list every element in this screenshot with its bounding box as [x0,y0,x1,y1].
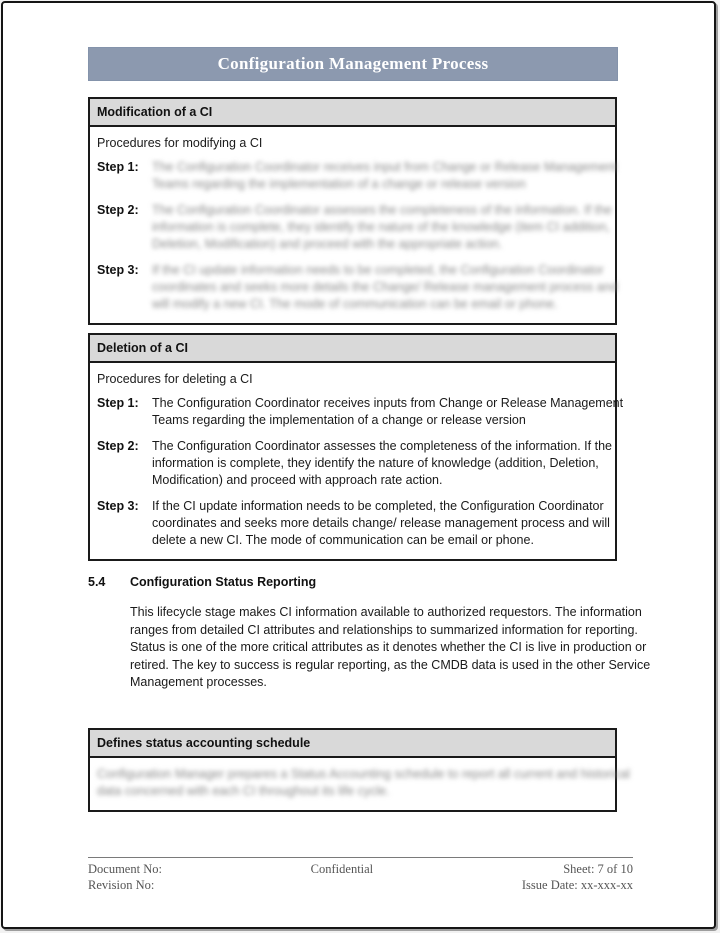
footer-issue-date: Issue Date: xx-xxx-xx [521,878,633,892]
step-label: Step 3: [97,499,139,513]
footer-revision-no: Revision No: [88,878,155,892]
step-text-line: Teams regarding the implementation of a change or release version [152,413,526,427]
footer-sheet-number: Sheet: 7 of 10 [563,862,633,876]
table-deletion-body [90,363,624,559]
paragraph-line: Status is one of the more critical attributes as it denotes whether the CI is live in production or [130,640,647,655]
section-5-4-heading [88,575,618,589]
table-modification-header: Modification of a CI [90,99,615,127]
document-title: Configuration Management Process [217,54,489,73]
step-text-line: The Configuration Coordinator receives inputs from Change or Release Management [152,396,624,410]
paragraph-line: ranges from detailed CI attributes and relationships to summarized information for reporting. [130,622,638,637]
table-deletion-header: Deletion of a CI [90,335,615,363]
step-text-line: coordinates and seeks more details the Change/ Release management process and [152,280,618,294]
table-deletion-of-ci [88,333,624,561]
step-text-line: Modification) and proceed with approach rate action. [152,473,443,487]
footer-document-no: Document No: [88,862,162,876]
step-label: Step 1: [97,160,139,174]
status-text-line: data concerned with each CI throughout its life cycle. [97,784,390,798]
step-text-line: delete a new CI. The mode of communication can be email or phone. [152,533,534,547]
paragraph-line: retired. The key to success is regular reporting, as the CMDB data is used in the other Service [130,657,651,672]
section-title: Configuration Status Reporting [130,575,317,589]
step-label: Step 3: [97,263,139,277]
paragraph-line: Management processes. [130,675,267,690]
step-text-line: The Configuration Coordinator assesses the completeness of the information. If the [152,203,612,217]
table-modification-of-ci [88,97,617,325]
status-text-line: Configuration Manager prepares a Status Accounting schedule to report all current and historical [97,767,630,781]
table-modification-body [90,127,618,323]
section-number: 5.4 [88,575,106,589]
step-text-line: Deletion, Modification) and proceed with the appropriate action. [152,237,503,251]
step-text-line: information is complete, they identify the nature of knowledge (addition, Deletion, [152,456,599,470]
modification-intro: Procedures for modifying a CI [97,136,263,150]
modification-step-3 [97,262,618,313]
paragraph-line: This lifecycle stage makes CI information available to authorized requestors. The information [130,605,642,619]
deletion-step-3 [97,498,608,549]
step-text-line: If the CI update information needs to be completed, the Configuration Coordinator [152,263,604,277]
step-text-line: The Configuration Coordinator assesses the completeness of the information. If the [152,439,612,453]
step-text-line: information is complete, they identify the nature of the knowledge (item CI addition, [152,220,610,234]
deletion-intro: Procedures for deleting a CI [97,372,253,386]
footer-confidential: Confidential [310,862,374,876]
table-status-header: Defines status accounting schedule [90,730,615,758]
step-text-line: If the CI update information needs to be completed, the Configuration Coordinator [152,499,604,513]
step-text-line: will modify a new CI. The mode of communication can be email or phone. [152,297,558,311]
document-title-bar [88,47,618,81]
page-footer [88,857,633,893]
step-text-line: Teams regarding the implementation of a change or release version [152,177,526,191]
modification-step-2 [97,202,612,253]
step-text-line: coordinates and seeks more details change/ release management process and will [152,516,610,530]
step-label: Step 1: [97,396,139,410]
step-text-line: The Configuration Coordinator receives input from Change or Release Management [152,160,617,174]
modification-step-1 [97,159,617,193]
deletion-step-2 [97,438,612,489]
table-status-accounting-schedule [88,728,630,812]
step-label: Step 2: [97,439,139,453]
table-status-body [90,758,630,810]
section-5-4-paragraph [130,604,651,692]
step-label: Step 2: [97,203,139,217]
deletion-step-1 [97,395,624,429]
